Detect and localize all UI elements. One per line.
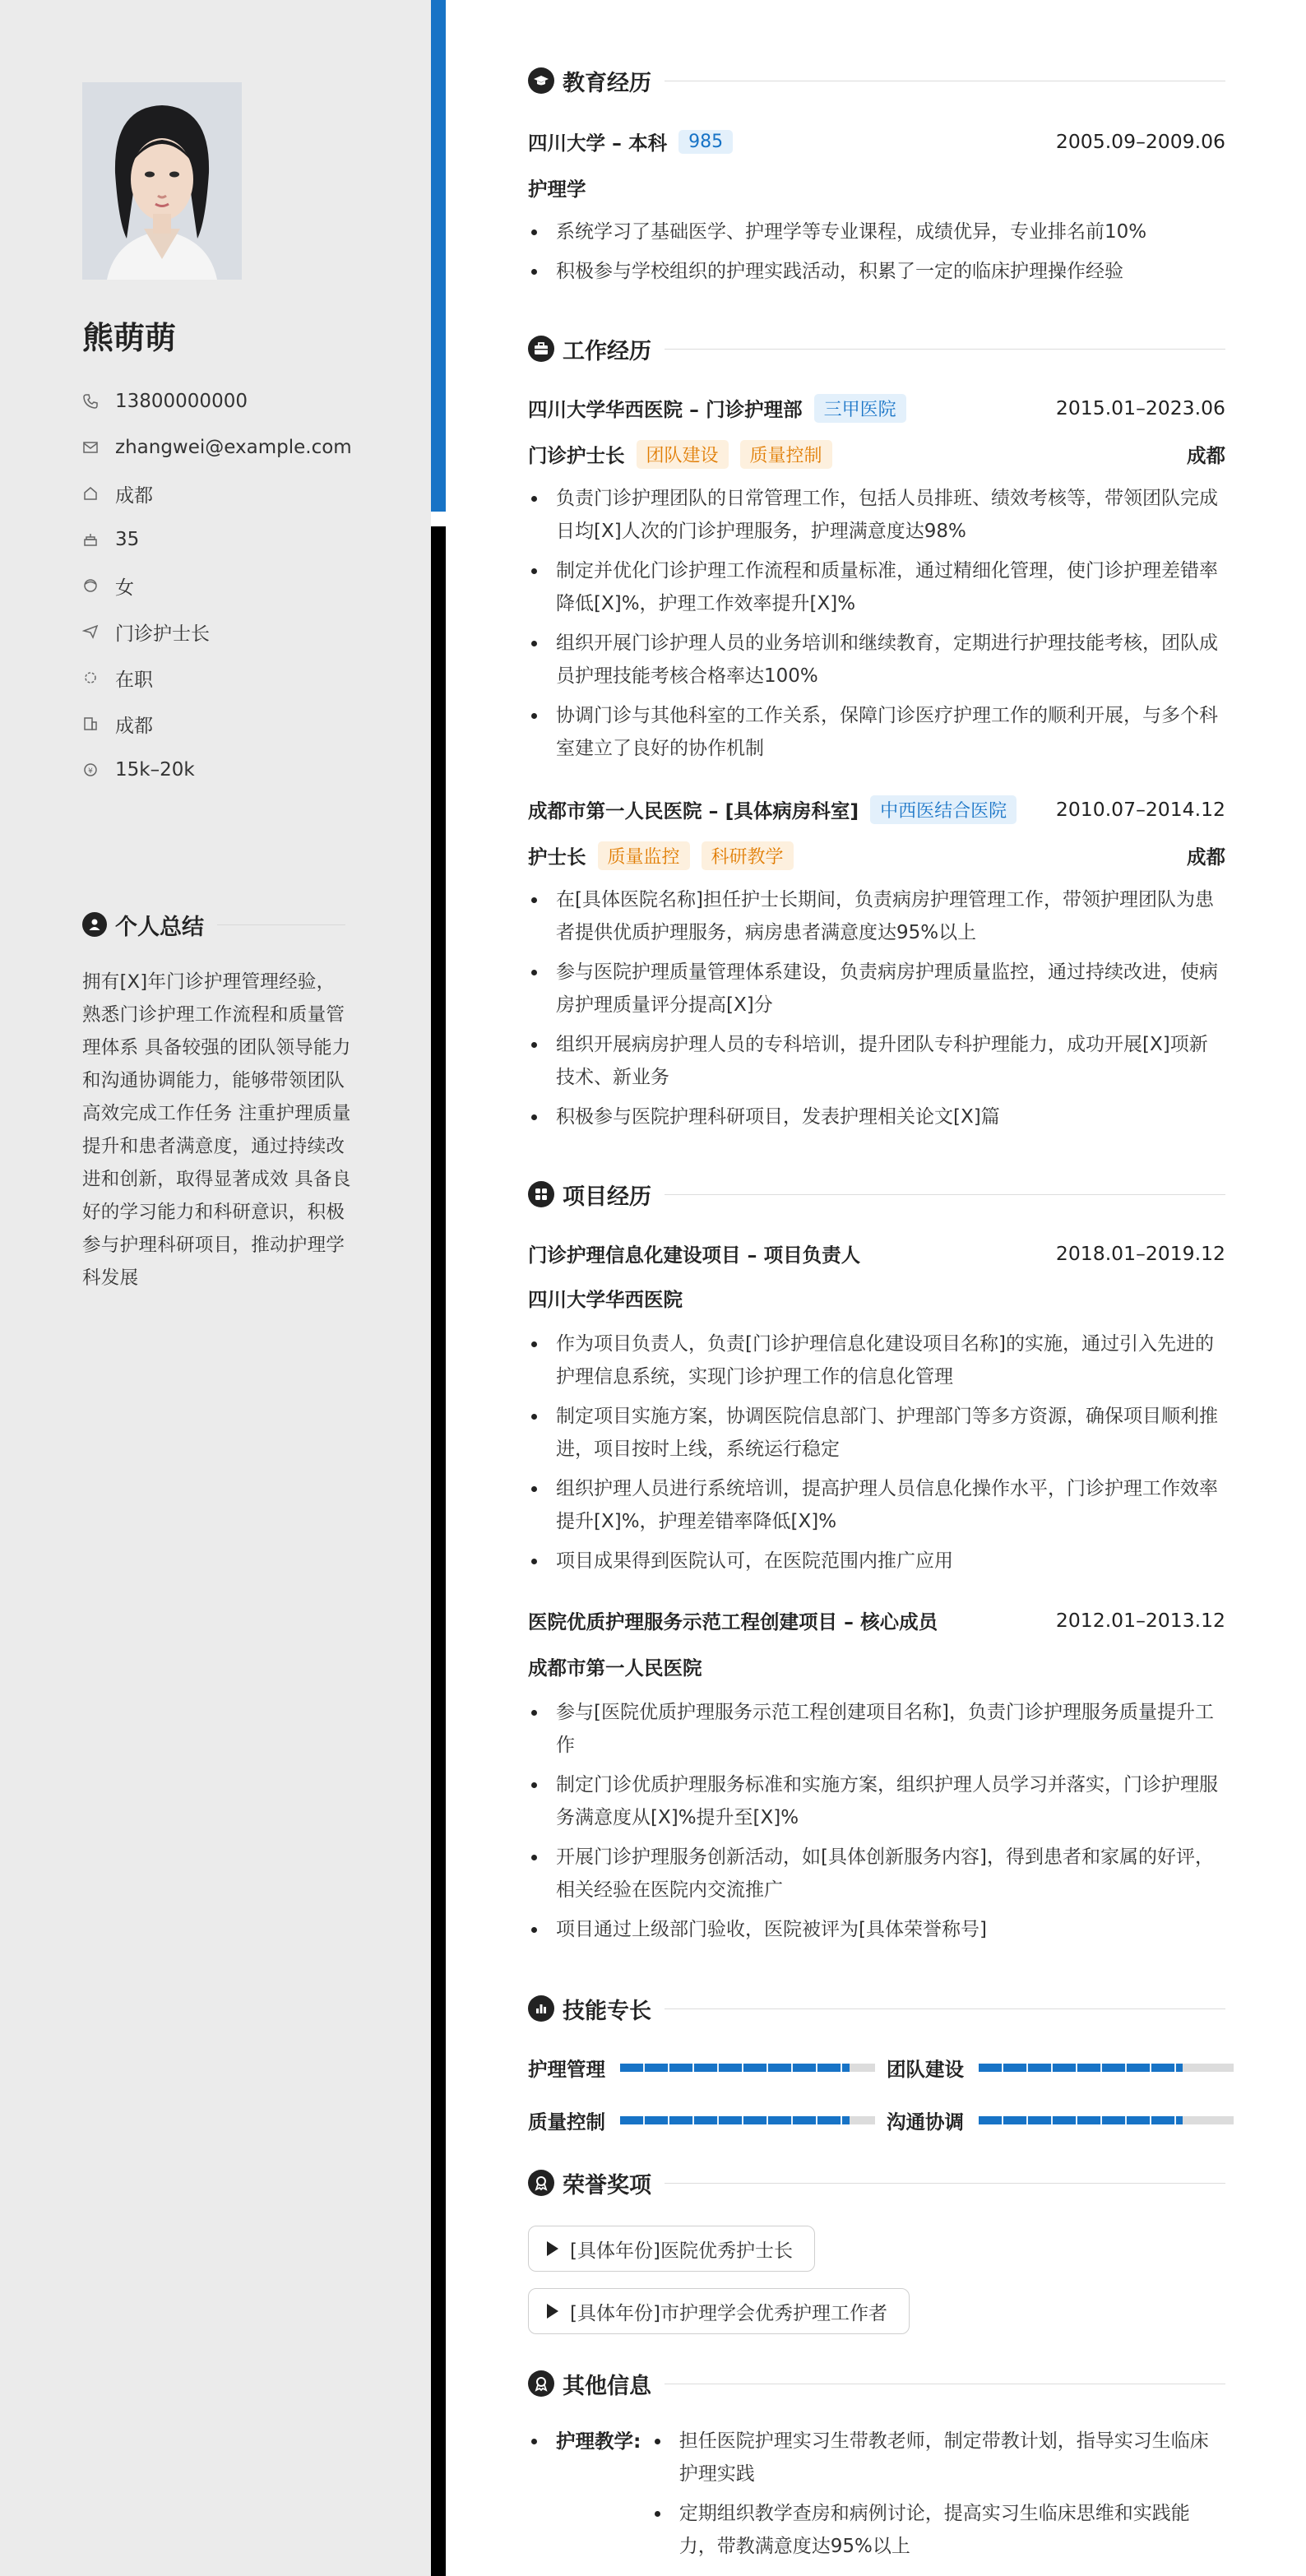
- list-item: 作为项目负责人，负责[门诊护理信息化建设项目名称]的实施，通过引入先进的护理信息系统，实现门诊护理工作的信息化管理: [528, 1327, 1225, 1393]
- info-status: [82, 655, 352, 701]
- job-2-bullets: [528, 883, 1225, 1140]
- job-2-role-tag-1: 质量监控: [598, 841, 690, 870]
- play-icon: [547, 2304, 558, 2319]
- skill-label: 护理管理: [528, 2058, 605, 2081]
- profile-name: 熊萌萌: [82, 320, 177, 356]
- bullet-dot: [531, 2439, 537, 2444]
- accent-bar-black: [431, 526, 446, 2576]
- job-2-tag: 中西医结合医院: [870, 795, 1017, 824]
- skill-bar: [620, 2116, 875, 2124]
- skill-item: [528, 2104, 875, 2137]
- job-2-header: [528, 793, 1225, 826]
- education-date: 2005.09–2009.06: [1055, 130, 1225, 153]
- project-2-header: [528, 1604, 1225, 1637]
- list-item: 制定门诊优质护理服务标准和实施方案，组织护理人员学习并落实，门诊护理服务满意度从[X]%提升至[X]%: [528, 1768, 1225, 1834]
- skill-fill: [979, 2064, 1183, 2072]
- user-icon: [82, 912, 107, 937]
- project-2-bullets: [528, 1696, 1225, 1953]
- list-item: 协调门诊与其他科室的工作关系，保障门诊医疗护理工作的顺利开展，与多个科室建立了良好的协作机制: [528, 699, 1225, 765]
- summary-divider: [217, 924, 345, 925]
- award-item: [528, 2288, 910, 2334]
- school-tag: 985: [678, 130, 733, 154]
- job-1-role-tag-1: 团队建设: [637, 440, 729, 469]
- job-2-org: 成都市第一人民医院 – [具体病房科室]: [528, 799, 859, 822]
- job-1-role-row: [528, 438, 1225, 470]
- svg-text:¥: ¥: [88, 767, 93, 776]
- city-text: 成都: [115, 484, 153, 507]
- project-1-name: 门诊护理信息化建设项目 – 项目负责人: [528, 1244, 861, 1267]
- list-item: 积极参与医院护理科研项目，发表护理相关论文[X]篇: [528, 1100, 1225, 1133]
- age-text: 35: [115, 529, 140, 550]
- list-item: 制定项目实施方案，协调医院信息部门、护理部门等多方资源，确保项目顺利推进，项目按时上线，系统运行稳定: [528, 1400, 1225, 1466]
- project-1-org-row: [528, 1281, 1225, 1314]
- mail-icon: [82, 439, 99, 456]
- building-icon: [82, 716, 99, 732]
- list-item: 组织开展门诊护理人员的业务培训和继续教育，定期进行护理技能考核，团队成员护理技能考核合格率达100%: [528, 627, 1225, 693]
- info-email: [82, 424, 352, 470]
- award-text: [具体年份]医院优秀护士长: [570, 2240, 793, 2262]
- project-2-date: 2012.01–2013.12: [1055, 1609, 1225, 1632]
- skill-fill: [979, 2116, 1183, 2124]
- job-1-bullets: [528, 482, 1225, 771]
- project-2-org: 成都市第一人民医院: [528, 1656, 702, 1679]
- job-2-role-row: [528, 839, 1225, 872]
- info-city: [82, 470, 352, 517]
- project-1-bullets: [528, 1327, 1225, 1584]
- job-2-role: 护士长: [528, 846, 586, 869]
- job-1-location: 成都: [1187, 444, 1225, 467]
- list-item: 在[具体医院名称]担任护士长期间，负责病房护理管理工作，带领护理团队为患者提供优质护理服务，病房患者满意度达95%以上: [528, 883, 1225, 949]
- job-2-date: 2010.07–2014.12: [1055, 798, 1225, 821]
- education-heading: [528, 64, 1225, 97]
- skill-label: 团队建设: [887, 2058, 964, 2081]
- other-row: [528, 2425, 1225, 2569]
- list-item: 项目通过上级部门验收，医院被评为[具体荣誉称号]: [528, 1913, 1225, 1946]
- projects-heading: [528, 1178, 1225, 1211]
- phone-text: 13800000000: [115, 391, 248, 412]
- salary-icon: [82, 762, 99, 778]
- list-item: 组织开展病房护理人员的专科培训，提升团队专科护理能力，成功开展[X]项新技术、新业务: [528, 1028, 1225, 1094]
- info-age: [82, 517, 352, 563]
- info-position: [82, 609, 352, 655]
- other-label: 护理教学:: [556, 2430, 641, 2453]
- contact-info-list: [82, 378, 352, 793]
- list-item: 开展门诊护理服务创新活动，如[具体创新服务内容]，得到患者和家属的好评，相关经验在医院内交流推广: [528, 1841, 1225, 1907]
- status-text: 在职: [115, 669, 153, 691]
- cake-icon: [82, 531, 99, 548]
- work-heading: [528, 332, 1225, 365]
- info-work-city: [82, 701, 352, 747]
- job-1-org: 四川大学华西医院 – 门诊护理部: [528, 398, 803, 421]
- info-phone: [82, 378, 352, 424]
- projects-title: 项目经历: [563, 1184, 651, 1210]
- list-item: 制定并优化门诊护理工作流程和质量标准，通过精细化管理，使门诊护理差错率降低[X]%，护理工作效率提升[X]%: [528, 554, 1225, 620]
- project-2-org-row: [528, 1650, 1225, 1683]
- info-salary: [82, 747, 352, 793]
- awards-divider: [665, 2183, 1225, 2184]
- education-bullets: [528, 215, 1225, 294]
- skills-divider: [665, 2008, 1225, 2009]
- award-icon: [528, 2370, 554, 2397]
- skill-item: [528, 2051, 875, 2084]
- list-item: 积极参与学校组织的护理实践活动，积累了一定的临床护理操作经验: [528, 255, 1225, 288]
- summary-title: 个人总结: [115, 914, 204, 940]
- work-title: 工作经历: [563, 338, 651, 364]
- project-1-org: 四川大学华西医院: [528, 1288, 683, 1311]
- skill-fill: [620, 2064, 850, 2072]
- gender-icon: [82, 577, 99, 594]
- info-gender: [82, 563, 352, 609]
- other-bullets: [651, 2425, 1225, 2569]
- award-text: [具体年份]市护理学会优秀护理工作者: [570, 2302, 887, 2324]
- awards-title: 荣誉奖项: [563, 2172, 651, 2198]
- skill-fill: [620, 2116, 850, 2124]
- profile-photo: [82, 82, 242, 280]
- summary-heading: [82, 908, 345, 941]
- list-item: 组织护理人员进行系统培训，提高护理人员信息化操作水平，门诊护理工作效率提升[X]%，护理差错率降低[X]%: [528, 1472, 1225, 1538]
- status-icon: [82, 669, 99, 686]
- project-2-name: 医院优质护理服务示范工程创建项目 – 核心成员: [528, 1610, 938, 1633]
- summary-text: 拥有[X]年门诊护理管理经验，熟悉门诊护理工作流程和质量管理体系 具备较强的团队领导能力和沟通协调能力，能够带领团队高效完成工作任务 注重护理质量提升和患者满意度，通过持续改进和创新，取得显著成效 具备良好的学习能力和科研意识，积极参与护理科研项目，推动护理学科发展: [82, 971, 351, 1289]
- sidebar: [0, 0, 431, 2576]
- other-title: 其他信息: [563, 2373, 651, 2399]
- gender-text: 女: [115, 577, 134, 599]
- major-row: [528, 171, 1225, 204]
- briefcase-icon: [528, 336, 554, 362]
- other-heading: [528, 2367, 1225, 2400]
- skill-bar: [979, 2064, 1234, 2072]
- project-1-date: 2018.01–2019.12: [1055, 1242, 1225, 1265]
- skill-label: 质量控制: [528, 2110, 605, 2134]
- list-item: 定期组织教学查房和病例讨论，提高实习生临床思维和实践能力，带教满意度达95%以上: [651, 2497, 1225, 2563]
- award-icon: [528, 2170, 554, 2196]
- phone-icon: [82, 393, 99, 410]
- list-item: 担任医院护理实习生带教老师，制定带教计划，指导实习生临床护理实践: [651, 2425, 1225, 2490]
- list-item: 系统学习了基础医学、护理学等专业课程，成绩优异，专业排名前10%: [528, 215, 1225, 248]
- skill-item: [887, 2051, 1234, 2084]
- skills-title: 技能专长: [563, 1998, 651, 2024]
- project-1-header: [528, 1237, 1225, 1270]
- job-1-date: 2015.01–2023.06: [1055, 396, 1225, 419]
- home-icon: [82, 485, 99, 502]
- list-item: 参与[医院优质护理服务示范工程创建项目名称]，负责门诊护理服务质量提升工作: [528, 1696, 1225, 1762]
- job-2-role-tag-2: 科研教学: [702, 841, 794, 870]
- education-title: 教育经历: [563, 70, 651, 96]
- projects-divider: [665, 1194, 1225, 1195]
- award-item: [528, 2226, 815, 2272]
- skills-heading: [528, 1992, 1225, 2025]
- job-1-header: [528, 391, 1225, 424]
- skill-bar: [620, 2064, 875, 2072]
- work-city-text: 成都: [115, 715, 153, 737]
- list-item: 参与医院护理质量管理体系建设，负责病房护理质量监控，通过持续改进，使病房护理质量评分提高[X]分: [528, 956, 1225, 1022]
- graduation-cap-icon: [528, 67, 554, 94]
- accent-bar-blue: [431, 0, 446, 512]
- play-icon: [547, 2241, 558, 2256]
- list-item: 负责门诊护理团队的日常管理工作，包括人员排班、绩效考核等，带领团队完成日均[X]人次的门诊护理服务，护理满意度达98%: [528, 482, 1225, 548]
- job-2-location: 成都: [1187, 846, 1225, 869]
- job-1-role-tag-2: 质量控制: [740, 440, 832, 469]
- bar-chart-icon: [528, 1995, 554, 2022]
- email-text: zhangwei@example.com: [115, 437, 352, 458]
- list-item: 项目成果得到医院认可，在医院范围内推广应用: [528, 1545, 1225, 1578]
- salary-text: 15k–20k: [115, 759, 195, 781]
- skill-label: 沟通协调: [887, 2110, 964, 2134]
- position-text: 门诊护士长: [115, 623, 210, 645]
- job-1-tag: 三甲医院: [814, 394, 906, 423]
- school-name: 四川大学 – 本科: [528, 132, 668, 155]
- work-divider: [665, 349, 1225, 350]
- grid-icon: [528, 1181, 554, 1207]
- major-name: 护理学: [528, 178, 586, 201]
- awards-heading: [528, 2166, 1225, 2199]
- skill-item: [887, 2104, 1234, 2137]
- skill-bar: [979, 2116, 1234, 2124]
- education-header-row: [528, 125, 1225, 158]
- job-1-role: 门诊护士长: [528, 444, 625, 467]
- other-info: [528, 2425, 1225, 2569]
- send-icon: [82, 623, 99, 640]
